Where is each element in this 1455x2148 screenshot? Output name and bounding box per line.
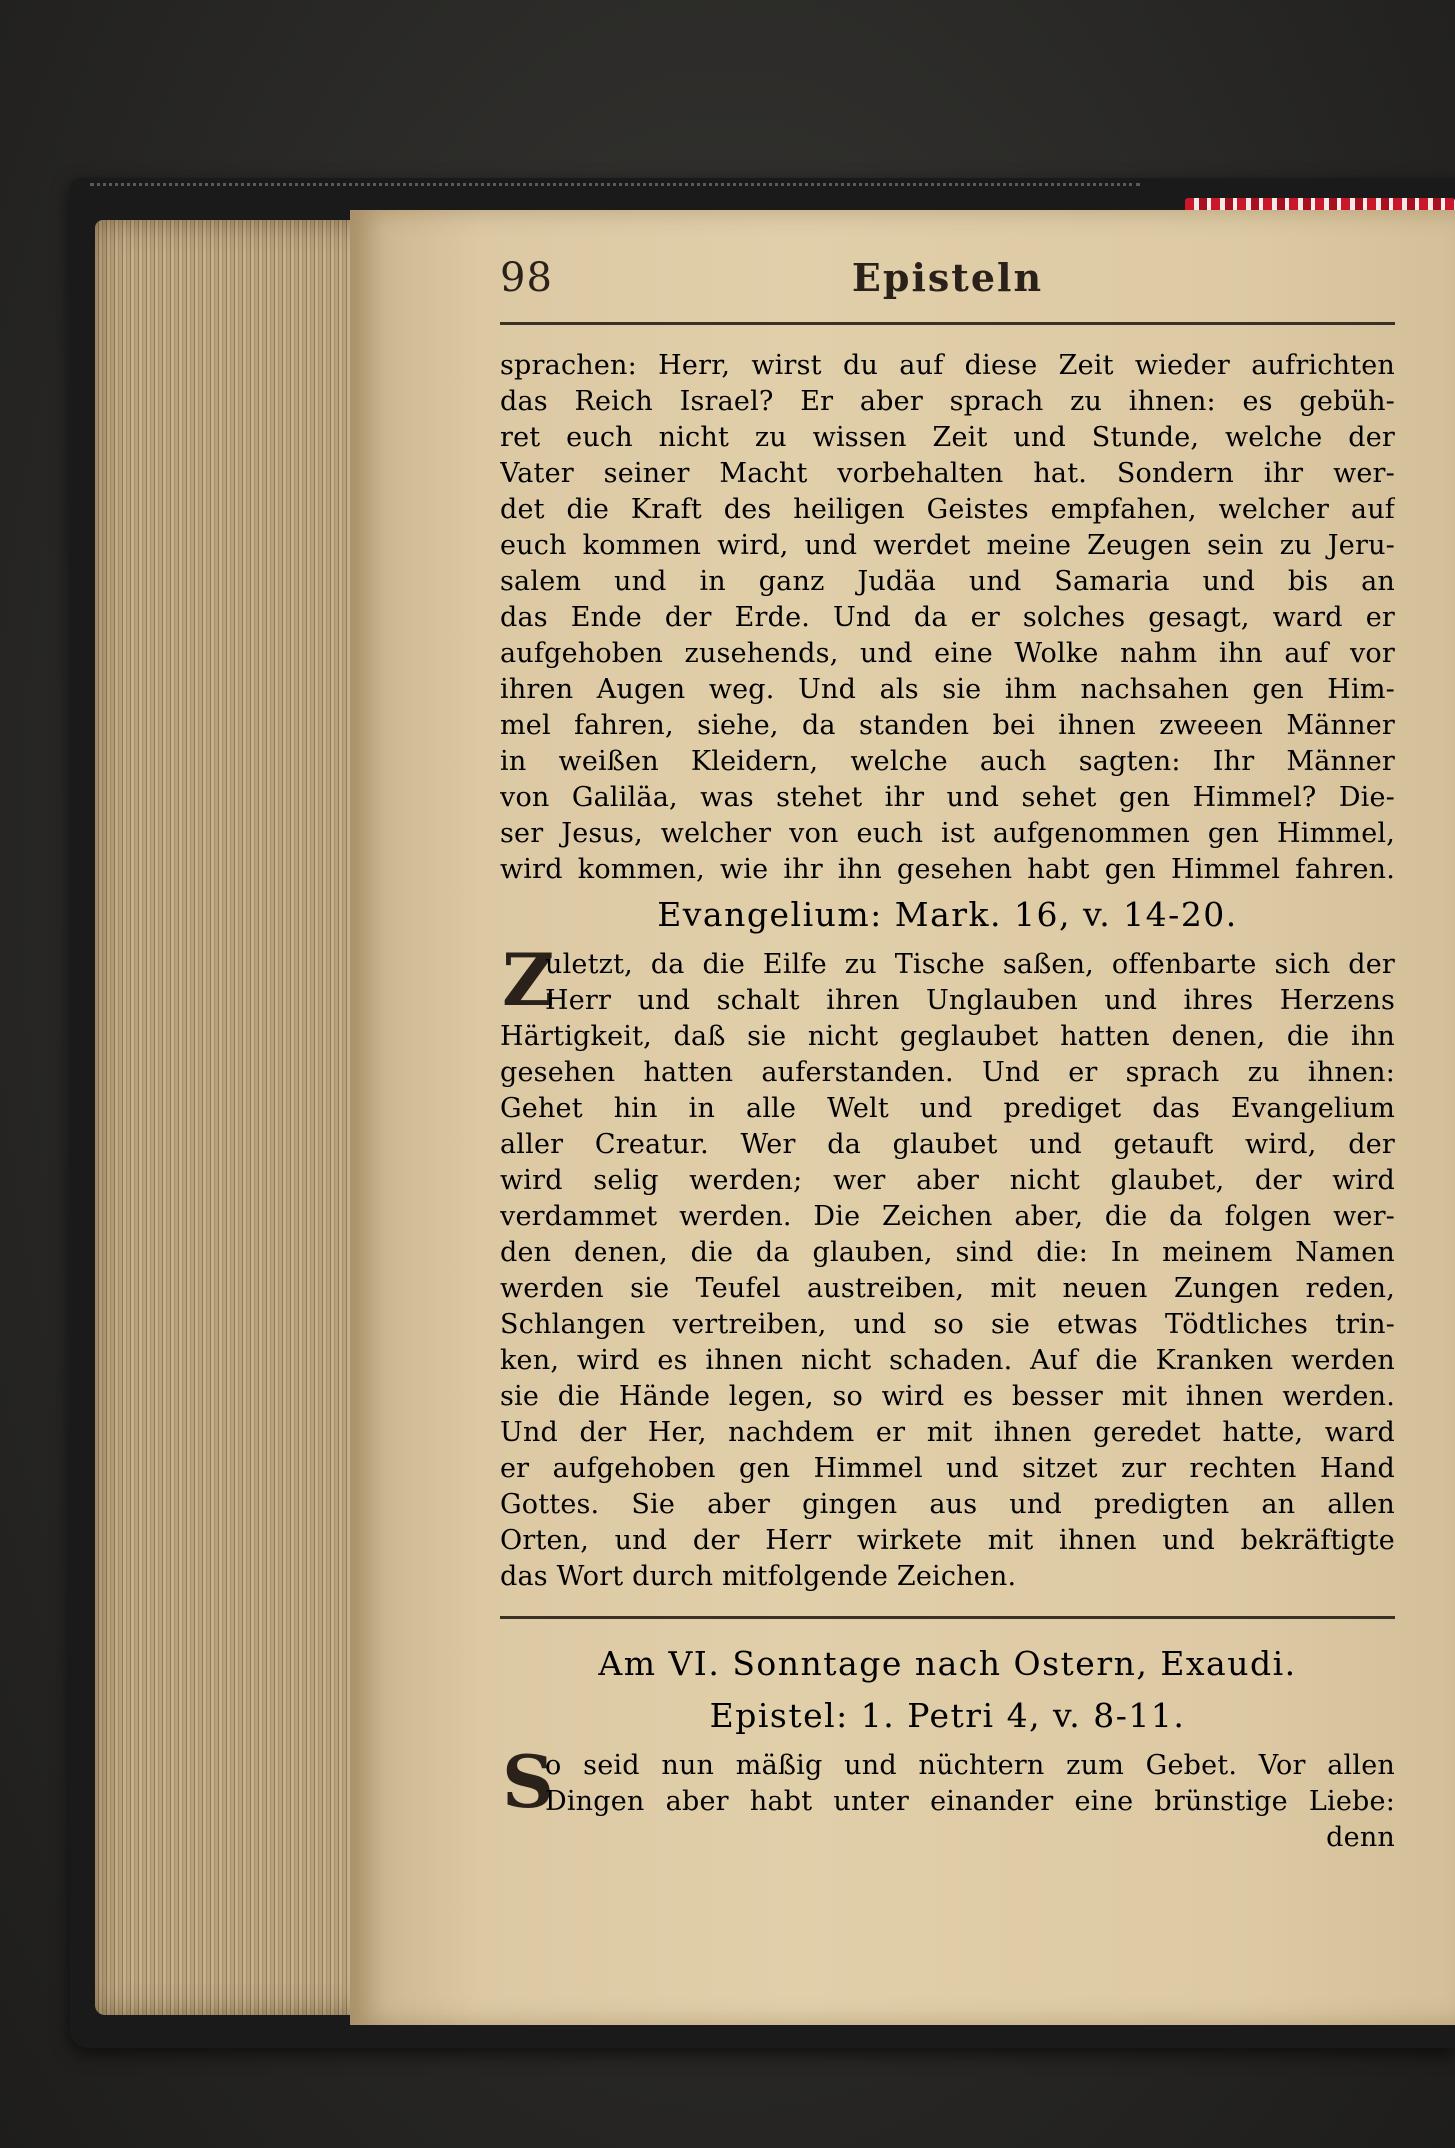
text-line: salem und in ganz Judäa und Samaria und bis an bbox=[500, 566, 1395, 597]
text-line: Orten, und der Herr wirkete mit ihnen und bekräftigte bbox=[500, 1525, 1395, 1556]
epistle-heading: Epistel: 1. Petri 4, v. 8-11. bbox=[709, 1696, 1186, 1735]
text-line: aller Creatur. Wer da glaubet und getauft wird, der bbox=[500, 1129, 1395, 1160]
running-title: Episteln bbox=[851, 255, 1044, 300]
text-line: aufgehoben zusehends, und eine Wolke nahm ihn auf vor bbox=[500, 638, 1395, 669]
text-line: das Wort durch mitfolgende Zeichen. bbox=[500, 1561, 1017, 1592]
text-line: euch kommen wird, und werdet meine Zeugen sein zu Jeru- bbox=[500, 530, 1395, 561]
header-rule bbox=[500, 322, 1395, 325]
gospel-heading: Evangelium: Mark. 16, v. 14-20. bbox=[657, 895, 1238, 934]
text-line: ken, wird es ihnen nicht schaden. Auf die Kranken werden bbox=[500, 1345, 1395, 1376]
catchword: denn bbox=[1326, 1822, 1395, 1853]
text-line: mel fahren, siehe, da standen bei ihnen zweeen Männer bbox=[500, 710, 1395, 741]
text-line: er aufgehoben gen Himmel und sitzet zur rechten Hand bbox=[500, 1453, 1395, 1484]
text-line: uletzt, da die Eilfe zu Tische saßen, offenbarte sich der bbox=[545, 949, 1395, 980]
text-line: wird kommen, wie ihr ihn gesehen habt gen Himmel fahren. bbox=[500, 854, 1395, 885]
text-line: in weißen Kleidern, welche auch sagten: Ihr Männer bbox=[500, 746, 1395, 777]
text-line: Gehet hin in alle Welt und prediget das Evangelium bbox=[500, 1093, 1395, 1124]
text-line: verdammet werden. Die Zeichen aber, die da folgen wer- bbox=[500, 1201, 1395, 1232]
text-line: Dingen aber habt unter einander eine brünstige Liebe: bbox=[545, 1786, 1395, 1817]
text-line: Vater seiner Macht vorbehalten hat. Sondern ihr wer- bbox=[500, 458, 1395, 489]
text-line: Schlangen vertreiben, und so sie etwas Tödtliches trin- bbox=[500, 1309, 1395, 1340]
page-header bbox=[500, 255, 1395, 305]
text-line: det die Kraft des heiligen Geistes empfahen, welcher auf bbox=[500, 494, 1395, 525]
text-line: werden sie Teufel austreiben, mit neuen Zungen reden, bbox=[500, 1273, 1395, 1304]
text-line: das Ende der Erde. Und da er solches gesagt, ward er bbox=[500, 602, 1395, 633]
text-line: das Reich Israel? Er aber sprach zu ihnen: es gebüh- bbox=[500, 386, 1395, 417]
cover-stitching bbox=[90, 183, 1140, 186]
text-line: Herr und schalt ihren Unglauben und ihres Herzens bbox=[545, 985, 1395, 1016]
section-rule bbox=[500, 1616, 1395, 1619]
text-line: ret euch nicht zu wissen Zeit und Stunde, welche der bbox=[500, 422, 1395, 453]
drop-cap: S bbox=[502, 1739, 554, 1824]
drop-cap: Z bbox=[502, 937, 555, 1022]
page-number: 98 bbox=[500, 255, 553, 301]
text-line: Und der Her, nachdem er mit ihnen geredet hatte, ward bbox=[500, 1417, 1395, 1448]
text-line: Härtigkeit, daß sie nicht geglaubet hatten denen, die ihn bbox=[500, 1021, 1395, 1052]
text-line: gesehen hatten auferstanden. Und er sprach zu ihnen: bbox=[500, 1057, 1395, 1088]
text-line: sprachen: Herr, wirst du auf diese Zeit wieder aufrichten bbox=[500, 350, 1395, 381]
text-line: ihren Augen weg. Und als sie ihm nachsahen gen Him- bbox=[500, 674, 1395, 705]
sunday-heading: Am VI. Sonntage nach Ostern, Exaudi. bbox=[598, 1644, 1297, 1683]
text-line: wird selig werden; wer aber nicht glaubet, der wird bbox=[500, 1165, 1395, 1196]
text-line: den denen, die da glauben, sind die: In meinem Namen bbox=[500, 1237, 1395, 1268]
text-line: Gottes. Sie aber gingen aus und predigten an allen bbox=[500, 1489, 1395, 1520]
text-line: sie die Hände legen, so wird es besser mit ihnen werden. bbox=[500, 1381, 1395, 1412]
text-line: von Galiläa, was stehet ihr und sehet gen Himmel? Die- bbox=[500, 782, 1395, 813]
text-line: ser Jesus, welcher von euch ist aufgenommen gen Himmel, bbox=[500, 818, 1395, 849]
text-line: o seid nun mäßig und nüchtern zum Gebet. Vor allen bbox=[545, 1750, 1395, 1781]
